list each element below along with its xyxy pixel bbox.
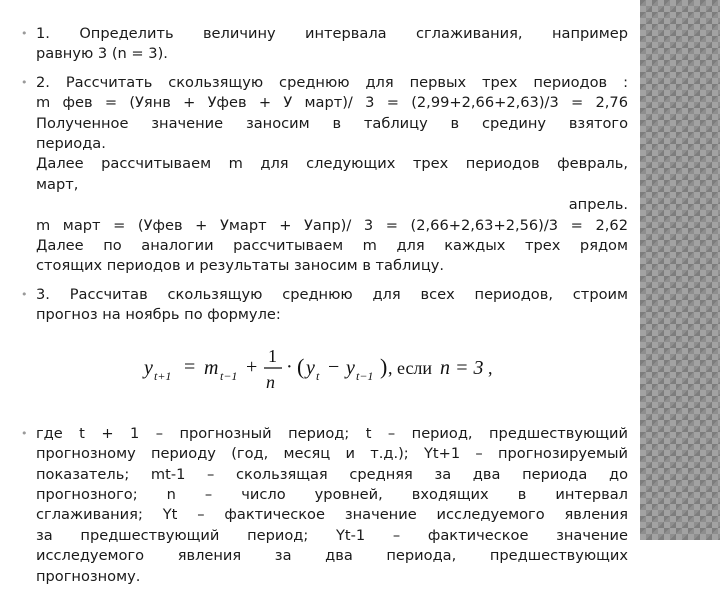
formula-condition-word: , если (388, 357, 433, 378)
bullet-explanation (22, 424, 628, 587)
text-line: март, (36, 175, 79, 193)
text-line: прогноз на ноябрь по формуле: (36, 306, 281, 324)
text-line: Полученное значение заносим в таблицу в средину взятого (36, 114, 628, 132)
text-line: равную 3 (n = 3). (36, 45, 168, 63)
text-line: Далее рассчитываем m для следующих трех периодов февраль, (36, 155, 628, 173)
text-line: m фев = (Уянв + Уфев + У март)/ 3 = (2,99+2,66+2,63)/3 = 2,76 (36, 94, 628, 112)
bullet-icon: • (21, 27, 28, 40)
text-line: где t + 1 – прогнозный период; t – период, предшествующий (36, 424, 628, 442)
text-line: показатель; mt-1 – скользящая средняя за два периода до (36, 465, 628, 483)
text-line: за предшествующий период; Yt-1 – фактическое значение (36, 526, 628, 544)
text-line: периода. (36, 135, 106, 153)
text-line: апрель. (568, 196, 628, 214)
text-line: 3. Рассчитав скользящую среднюю для всех периодов, строим (36, 285, 628, 303)
bullet-step-1 (22, 24, 628, 65)
text-line: Далее по аналогии рассчитываем m для каждых трех рядом (36, 237, 628, 255)
formula-denominator: n (266, 371, 275, 392)
decorative-side-panel (640, 0, 720, 540)
bullet-icon: • (21, 287, 28, 301)
text-line: 2. Рассчитать скользящую среднюю для первых трех периодов : (36, 73, 628, 91)
formula-minus: − (328, 355, 340, 378)
formula-m-sub: t−1 (220, 368, 238, 383)
formula-close-paren: ) (380, 353, 388, 379)
text-line: исследуемого явления за два периода, предшествующих (36, 547, 628, 565)
text-line: прогнозного; n – число уровней, входящих в интервал (36, 485, 628, 503)
text-line: 1. Определить величину интервала сглаживания, например (36, 25, 628, 42)
text-line: m март = (Уфев + Умарт + Уапр)/ 3 = (2,66+2,63+2,56)/3 = 2,62 (36, 216, 628, 234)
bullet-step-2 (22, 73, 628, 277)
formula-open-paren: ( (297, 353, 305, 379)
slide-content (22, 24, 628, 595)
formula-comma: , (488, 357, 493, 378)
text-line: прогнозному периоду (год, месяц и т.д.); Yt+1 – прогнозируемый (36, 445, 628, 463)
formula-y: y (144, 356, 153, 379)
formula-y-sub: t+1 (154, 368, 172, 383)
formula-numerator: 1 (268, 345, 277, 366)
text-line: сглаживания; Yt – фактическое значение исследуемого явления (36, 506, 628, 524)
forecast-formula (22, 342, 628, 414)
text-line: стоящих периодов и результаты заносим в таблицу. (36, 257, 445, 275)
formula-graphic (140, 342, 500, 406)
bullet-icon: • (21, 426, 28, 440)
bullet-step-3 (22, 285, 628, 326)
formula-yt1-sub: t−1 (356, 368, 374, 383)
text-line: прогнозному. (36, 567, 141, 585)
formula-dot: · (286, 355, 293, 378)
formula-yt: y (306, 356, 315, 379)
formula-m: m (204, 356, 219, 379)
formula-eq: = (184, 355, 196, 378)
formula-yt1: y (346, 356, 355, 379)
formula-plus: + (246, 355, 258, 378)
bullet-icon: • (21, 75, 28, 89)
formula-yt-sub: t (316, 368, 320, 383)
formula-condition: n = 3 (440, 356, 484, 379)
